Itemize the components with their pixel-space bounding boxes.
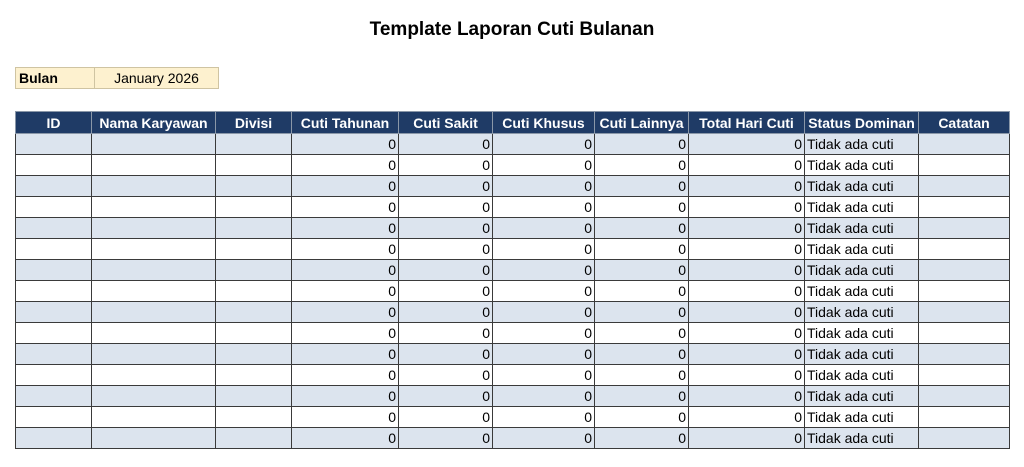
cell-cuti-sakit[interactable]: 0 xyxy=(399,281,493,302)
cell-status-dominan[interactable]: Tidak ada cuti xyxy=(805,302,919,323)
cell-cuti-tahunan[interactable]: 0 xyxy=(292,344,399,365)
cell-cuti-khusus[interactable]: 0 xyxy=(493,218,595,239)
cell-id[interactable] xyxy=(16,323,92,344)
cell-nama-karyawan[interactable] xyxy=(92,344,216,365)
header-id[interactable]: ID xyxy=(16,112,92,134)
table-row xyxy=(16,239,1010,260)
cell-cuti-tahunan[interactable]: 0 xyxy=(292,302,399,323)
cell-cuti-khusus[interactable]: 0 xyxy=(493,386,595,407)
table-row xyxy=(16,218,1010,239)
table-row xyxy=(16,281,1010,302)
cell-id[interactable] xyxy=(16,281,92,302)
cell-divisi[interactable] xyxy=(216,218,292,239)
cell-status-dominan[interactable]: Tidak ada cuti xyxy=(805,344,919,365)
cell-cuti-tahunan[interactable]: 0 xyxy=(292,218,399,239)
cell-total-hari-cuti[interactable]: 0 xyxy=(689,197,805,218)
cell-status-dominan[interactable]: Tidak ada cuti xyxy=(805,176,919,197)
cell-total-hari-cuti[interactable]: 0 xyxy=(689,386,805,407)
cell-cuti-lainnya[interactable]: 0 xyxy=(595,323,689,344)
cell-catatan[interactable] xyxy=(919,176,1010,197)
header-cuti-khusus[interactable]: Cuti Khusus xyxy=(493,112,595,134)
cell-catatan[interactable] xyxy=(919,302,1010,323)
table-row xyxy=(16,176,1010,197)
cell-cuti-khusus[interactable]: 0 xyxy=(493,155,595,176)
cell-cuti-sakit[interactable]: 0 xyxy=(399,302,493,323)
cell-cuti-sakit[interactable]: 0 xyxy=(399,218,493,239)
header-status-dominan[interactable]: Status Dominan xyxy=(805,112,919,134)
cell-cuti-lainnya[interactable]: 0 xyxy=(595,260,689,281)
cell-id[interactable] xyxy=(16,134,92,155)
table-row xyxy=(16,155,1010,176)
table-row xyxy=(16,134,1010,155)
table-row xyxy=(16,344,1010,365)
table-row xyxy=(16,428,1010,449)
cell-total-hari-cuti[interactable]: 0 xyxy=(689,260,805,281)
cell-cuti-lainnya[interactable]: 0 xyxy=(595,134,689,155)
cell-id[interactable] xyxy=(16,260,92,281)
cell-nama-karyawan[interactable] xyxy=(92,239,216,260)
cell-cuti-tahunan[interactable]: 0 xyxy=(292,134,399,155)
bulan-label: Bulan xyxy=(15,67,95,89)
header-cuti-sakit[interactable]: Cuti Sakit xyxy=(399,112,493,134)
cell-divisi[interactable] xyxy=(216,239,292,260)
cell-catatan[interactable] xyxy=(919,407,1010,428)
cell-cuti-lainnya[interactable]: 0 xyxy=(595,197,689,218)
cell-catatan[interactable] xyxy=(919,260,1010,281)
cell-cuti-sakit[interactable]: 0 xyxy=(399,197,493,218)
cell-cuti-khusus[interactable]: 0 xyxy=(493,239,595,260)
header-row xyxy=(16,112,1010,134)
cell-cuti-lainnya[interactable]: 0 xyxy=(595,302,689,323)
cell-total-hari-cuti[interactable]: 0 xyxy=(689,134,805,155)
cell-total-hari-cuti[interactable]: 0 xyxy=(689,407,805,428)
cell-cuti-sakit[interactable]: 0 xyxy=(399,365,493,386)
cell-total-hari-cuti[interactable]: 0 xyxy=(689,281,805,302)
cell-id[interactable] xyxy=(16,344,92,365)
cell-total-hari-cuti[interactable]: 0 xyxy=(689,176,805,197)
cell-catatan[interactable] xyxy=(919,218,1010,239)
header-cuti-lainnya[interactable]: Cuti Lainnya xyxy=(595,112,689,134)
cell-cuti-tahunan[interactable]: 0 xyxy=(292,281,399,302)
table-row xyxy=(16,323,1010,344)
cell-cuti-khusus[interactable]: 0 xyxy=(493,365,595,386)
cell-divisi[interactable] xyxy=(216,134,292,155)
cell-cuti-lainnya[interactable]: 0 xyxy=(595,239,689,260)
cell-cuti-sakit[interactable]: 0 xyxy=(399,176,493,197)
cell-cuti-khusus[interactable]: 0 xyxy=(493,407,595,428)
cell-status-dominan[interactable]: Tidak ada cuti xyxy=(805,218,919,239)
cell-cuti-lainnya[interactable]: 0 xyxy=(595,407,689,428)
cell-cuti-sakit[interactable]: 0 xyxy=(399,260,493,281)
cell-status-dominan[interactable]: Tidak ada cuti xyxy=(805,260,919,281)
cell-catatan[interactable] xyxy=(919,428,1010,449)
table-row xyxy=(16,407,1010,428)
cell-divisi[interactable] xyxy=(216,260,292,281)
leave-report-table xyxy=(15,111,1010,449)
header-total-hari-cuti[interactable]: Total Hari Cuti xyxy=(689,112,805,134)
cell-cuti-sakit[interactable]: 0 xyxy=(399,428,493,449)
cell-cuti-lainnya[interactable]: 0 xyxy=(595,386,689,407)
cell-cuti-sakit[interactable]: 0 xyxy=(399,323,493,344)
cell-status-dominan[interactable]: Tidak ada cuti xyxy=(805,407,919,428)
cell-cuti-khusus[interactable]: 0 xyxy=(493,134,595,155)
cell-divisi[interactable] xyxy=(216,197,292,218)
cell-id[interactable] xyxy=(16,302,92,323)
cell-total-hari-cuti[interactable]: 0 xyxy=(689,218,805,239)
cell-id[interactable] xyxy=(16,386,92,407)
cell-cuti-tahunan[interactable]: 0 xyxy=(292,155,399,176)
cell-cuti-khusus[interactable]: 0 xyxy=(493,281,595,302)
cell-id[interactable] xyxy=(16,407,92,428)
cell-catatan[interactable] xyxy=(919,281,1010,302)
cell-nama-karyawan[interactable] xyxy=(92,176,216,197)
cell-nama-karyawan[interactable] xyxy=(92,323,216,344)
cell-status-dominan[interactable]: Tidak ada cuti xyxy=(805,323,919,344)
table-row xyxy=(16,260,1010,281)
cell-nama-karyawan[interactable] xyxy=(92,386,216,407)
bulan-value-cell[interactable]: January 2026 xyxy=(95,67,219,89)
cell-cuti-tahunan[interactable]: 0 xyxy=(292,407,399,428)
cell-divisi[interactable] xyxy=(216,323,292,344)
cell-cuti-lainnya[interactable]: 0 xyxy=(595,428,689,449)
header-cuti-tahunan[interactable]: Cuti Tahunan xyxy=(292,112,399,134)
cell-nama-karyawan[interactable] xyxy=(92,281,216,302)
cell-cuti-lainnya[interactable]: 0 xyxy=(595,281,689,302)
header-nama-karyawan[interactable]: Nama Karyawan xyxy=(92,112,216,134)
cell-total-hari-cuti[interactable]: 0 xyxy=(689,365,805,386)
cell-cuti-khusus[interactable]: 0 xyxy=(493,260,595,281)
cell-divisi[interactable] xyxy=(216,302,292,323)
cell-total-hari-cuti[interactable]: 0 xyxy=(689,428,805,449)
cell-catatan[interactable] xyxy=(919,386,1010,407)
header-divisi[interactable]: Divisi xyxy=(216,112,292,134)
cell-cuti-tahunan[interactable]: 0 xyxy=(292,323,399,344)
cell-cuti-lainnya[interactable]: 0 xyxy=(595,344,689,365)
cell-cuti-lainnya[interactable]: 0 xyxy=(595,155,689,176)
header-catatan[interactable]: Catatan xyxy=(919,112,1010,134)
cell-cuti-khusus[interactable]: 0 xyxy=(493,197,595,218)
cell-nama-karyawan[interactable] xyxy=(92,260,216,281)
cell-total-hari-cuti[interactable]: 0 xyxy=(689,239,805,260)
cell-cuti-tahunan[interactable]: 0 xyxy=(292,239,399,260)
cell-nama-karyawan[interactable] xyxy=(92,197,216,218)
cell-id[interactable] xyxy=(16,155,92,176)
cell-cuti-tahunan[interactable]: 0 xyxy=(292,386,399,407)
cell-catatan[interactable] xyxy=(919,344,1010,365)
cell-cuti-tahunan[interactable]: 0 xyxy=(292,176,399,197)
cell-divisi[interactable] xyxy=(216,155,292,176)
cell-id[interactable] xyxy=(16,176,92,197)
cell-id[interactable] xyxy=(16,218,92,239)
cell-total-hari-cuti[interactable]: 0 xyxy=(689,323,805,344)
cell-divisi[interactable] xyxy=(216,281,292,302)
cell-cuti-khusus[interactable]: 0 xyxy=(493,428,595,449)
cell-status-dominan[interactable]: Tidak ada cuti xyxy=(805,428,919,449)
cell-status-dominan[interactable]: Tidak ada cuti xyxy=(805,365,919,386)
cell-status-dominan[interactable]: Tidak ada cuti xyxy=(805,239,919,260)
cell-cuti-tahunan[interactable]: 0 xyxy=(292,365,399,386)
cell-cuti-sakit[interactable]: 0 xyxy=(399,155,493,176)
cell-status-dominan[interactable]: Tidak ada cuti xyxy=(805,134,919,155)
cell-catatan[interactable] xyxy=(919,197,1010,218)
table-row xyxy=(16,302,1010,323)
cell-id[interactable] xyxy=(16,428,92,449)
cell-id[interactable] xyxy=(16,239,92,260)
cell-nama-karyawan[interactable] xyxy=(92,302,216,323)
cell-cuti-tahunan[interactable]: 0 xyxy=(292,260,399,281)
page-title: Template Laporan Cuti Bulanan xyxy=(369,19,655,40)
bulan-row xyxy=(15,67,219,89)
cell-nama-karyawan[interactable] xyxy=(92,155,216,176)
cell-cuti-khusus[interactable]: 0 xyxy=(493,302,595,323)
cell-nama-karyawan[interactable] xyxy=(92,407,216,428)
cell-status-dominan[interactable]: Tidak ada cuti xyxy=(805,155,919,176)
cell-cuti-khusus[interactable]: 0 xyxy=(493,323,595,344)
cell-cuti-sakit[interactable]: 0 xyxy=(399,386,493,407)
cell-catatan[interactable] xyxy=(919,365,1010,386)
cell-catatan[interactable] xyxy=(919,155,1010,176)
cell-nama-karyawan[interactable] xyxy=(92,365,216,386)
cell-total-hari-cuti[interactable]: 0 xyxy=(689,344,805,365)
cell-cuti-sakit[interactable]: 0 xyxy=(399,344,493,365)
cell-divisi[interactable] xyxy=(216,428,292,449)
cell-status-dominan[interactable]: Tidak ada cuti xyxy=(805,386,919,407)
cell-id[interactable] xyxy=(16,197,92,218)
cell-catatan[interactable] xyxy=(919,239,1010,260)
table-row xyxy=(16,197,1010,218)
table-row xyxy=(16,365,1010,386)
cell-cuti-lainnya[interactable]: 0 xyxy=(595,365,689,386)
cell-nama-karyawan[interactable] xyxy=(92,218,216,239)
cell-cuti-khusus[interactable]: 0 xyxy=(493,344,595,365)
cell-nama-karyawan[interactable] xyxy=(92,428,216,449)
cell-cuti-khusus[interactable]: 0 xyxy=(493,176,595,197)
cell-id[interactable] xyxy=(16,365,92,386)
cell-divisi[interactable] xyxy=(216,365,292,386)
cell-cuti-tahunan[interactable]: 0 xyxy=(292,197,399,218)
cell-divisi[interactable] xyxy=(216,407,292,428)
cell-catatan[interactable] xyxy=(919,134,1010,155)
table-row xyxy=(16,386,1010,407)
cell-cuti-sakit[interactable]: 0 xyxy=(399,134,493,155)
cell-total-hari-cuti[interactable]: 0 xyxy=(689,302,805,323)
cell-divisi[interactable] xyxy=(216,386,292,407)
cell-cuti-lainnya[interactable]: 0 xyxy=(595,176,689,197)
cell-total-hari-cuti[interactable]: 0 xyxy=(689,155,805,176)
cell-cuti-sakit[interactable]: 0 xyxy=(399,407,493,428)
cell-status-dominan[interactable]: Tidak ada cuti xyxy=(805,197,919,218)
cell-cuti-sakit[interactable]: 0 xyxy=(399,239,493,260)
cell-divisi[interactable] xyxy=(216,176,292,197)
cell-catatan[interactable] xyxy=(919,323,1010,344)
cell-divisi[interactable] xyxy=(216,344,292,365)
cell-cuti-tahunan[interactable]: 0 xyxy=(292,428,399,449)
cell-cuti-lainnya[interactable]: 0 xyxy=(595,218,689,239)
cell-status-dominan[interactable]: Tidak ada cuti xyxy=(805,281,919,302)
cell-nama-karyawan[interactable] xyxy=(92,134,216,155)
